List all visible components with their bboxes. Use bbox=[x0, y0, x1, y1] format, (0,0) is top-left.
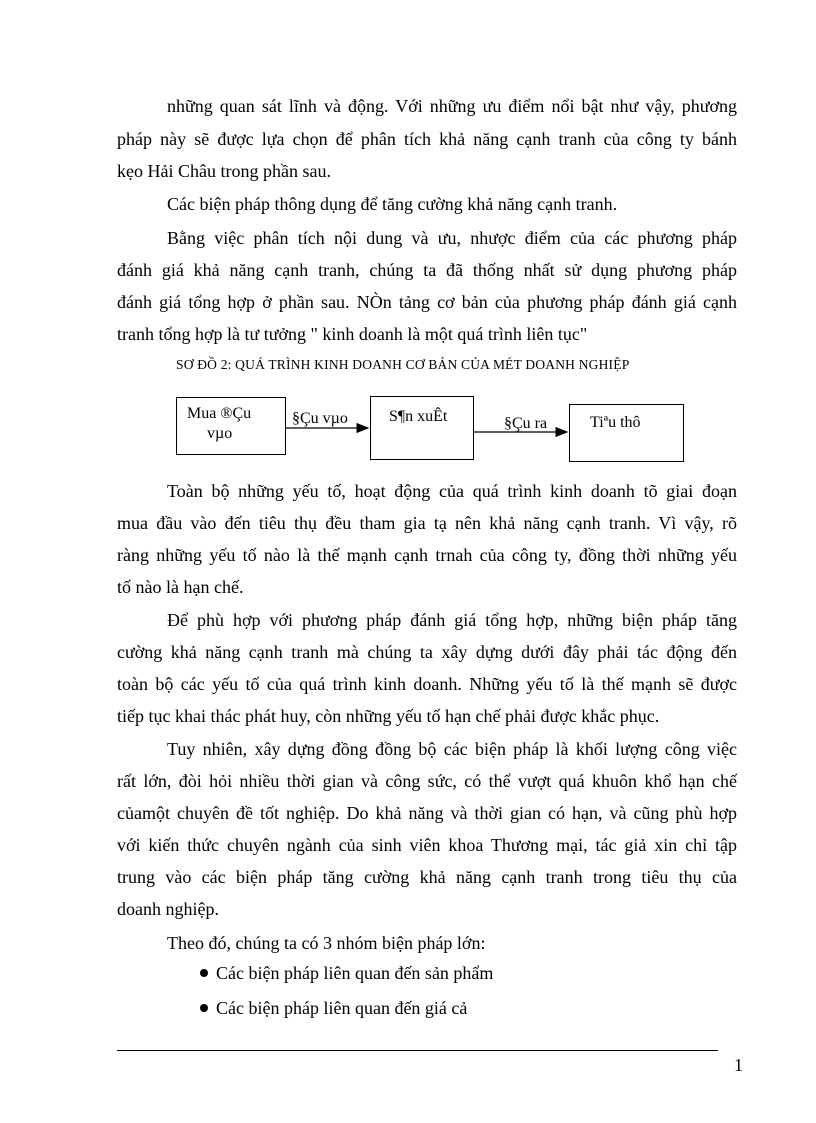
paragraph-4-line-3: ràng những yếu tố nào là thế mạnh cạnh trnah của công ty, đồng thời những yếu bbox=[117, 545, 737, 565]
box-production bbox=[370, 396, 474, 460]
box-consumption-label: Tiªu thô bbox=[590, 414, 641, 431]
paragraph-6-line-5: trung vào các biện pháp tăng cường khả năng cạnh tranh trong tiêu thụ của bbox=[117, 867, 737, 887]
paragraph-1-line-3: kẹo Hải Châu trong phần sau. bbox=[117, 161, 331, 181]
box-purchase-input-line-1: Mua ®Çu bbox=[187, 405, 252, 422]
paragraph-5-line-2: cường khả năng cạnh tranh mà chúng ta xây dựng dưới đây phải tác động đến bbox=[117, 642, 737, 662]
bullet-dot-1 bbox=[200, 969, 208, 977]
paragraph-6-line-1: Tuy nhiên, xây dựng đồng đồng bộ các biện pháp là khối lượng công việc bbox=[167, 739, 737, 759]
paragraph-4-line-2: mua đầu vào đến tiêu thụ đều tham gia tạ nên khả năng cạnh tranh. Vì vậy, rõ bbox=[117, 513, 737, 533]
paragraph-3-line-2: đánh giá khả năng cạnh tranh, chúng ta đã thống nhất sử dụng phương pháp bbox=[117, 260, 737, 280]
paragraph-1-line-2: pháp này sẽ được lựa chọn để phân tích khả năng cạnh tranh của công ty bánh bbox=[117, 129, 737, 149]
bullet-item-2: Các biện pháp liên quan đến giá cả bbox=[216, 998, 468, 1018]
arrow-label-output: §Çu ra bbox=[504, 415, 548, 432]
section-heading: Các biện pháp thông dụng để tăng cường khả năng cạnh tranh. bbox=[167, 194, 618, 214]
paragraph-3-line-1: Bằng việc phân tích nội dung và ưu, nhược điểm của các phương pháp bbox=[167, 228, 737, 248]
bullet-dot-2 bbox=[200, 1004, 208, 1012]
paragraph-7-line-1: Theo đó, chúng ta có 3 nhóm biện pháp lớn: bbox=[167, 933, 486, 953]
paragraph-5-line-1: Để phù hợp với phương pháp đánh giá tổng hợp, những biện pháp tăng bbox=[167, 610, 737, 630]
footer-rule bbox=[117, 1050, 718, 1051]
diagram-caption: SƠ ĐỒ 2: QUÁ TRÌNH KINH DOANH CƠ BẢN CỦA MÉT DOANH NGHIỆP bbox=[176, 357, 630, 372]
paragraph-6-line-3: củamột chuyên đề tốt nghiệp. Do khả năng và thời gian có hạn, và cũng phù hợp bbox=[117, 803, 737, 823]
paragraph-6-line-4: với kiến thức chuyên ngành của sinh viên khoa Thương mại, tác giả xin chỉ tập bbox=[117, 835, 737, 855]
bullet-item-1: Các biện pháp liên quan đến sản phẩm bbox=[216, 963, 494, 983]
arrow-label-input: §Çu vµo bbox=[292, 410, 348, 427]
box-purchase-input-line-2: vµo bbox=[207, 425, 233, 442]
paragraph-1-line-1: những quan sát lĩnh và động. Với những ưu điểm nổi bật như vậy, phương bbox=[167, 96, 737, 116]
box-purchase-input bbox=[176, 397, 286, 455]
box-production-label: S¶n xuÊt bbox=[389, 408, 448, 425]
paragraph-3-line-4: tranh tổng hợp là tư tưởng " kinh doanh là một quá trình liên tục" bbox=[117, 324, 588, 344]
paragraph-6-line-2: rất lớn, đòi hỏi nhiều thời gian và công sức, có thể vượt quá khuôn khổ hạn chế bbox=[117, 771, 737, 791]
paragraph-3-line-3: đánh giá tổng hợp ở phần sau. NÒn tảng cơ bản của phương pháp đánh giá cạnh bbox=[117, 292, 737, 312]
paragraph-4-line-4: tố nào là hạn chế. bbox=[117, 577, 244, 597]
paragraph-6-line-6: doanh nghiệp. bbox=[117, 899, 219, 919]
paragraph-4-line-1: Toàn bộ những yếu tố, hoạt động của quá trình kinh doanh tõ giai đoạn bbox=[167, 481, 737, 501]
box-consumption bbox=[569, 404, 684, 462]
paragraph-5-line-4: tiếp tục khai thác phát huy, còn những yếu tố hạn chế phải được khắc phục. bbox=[117, 706, 660, 726]
paragraph-5-line-3: toàn bộ các yếu tố của quá trình kinh doanh. Những yếu tố là thế mạnh sẽ được bbox=[117, 674, 737, 694]
page-number: 1 bbox=[734, 1055, 743, 1075]
